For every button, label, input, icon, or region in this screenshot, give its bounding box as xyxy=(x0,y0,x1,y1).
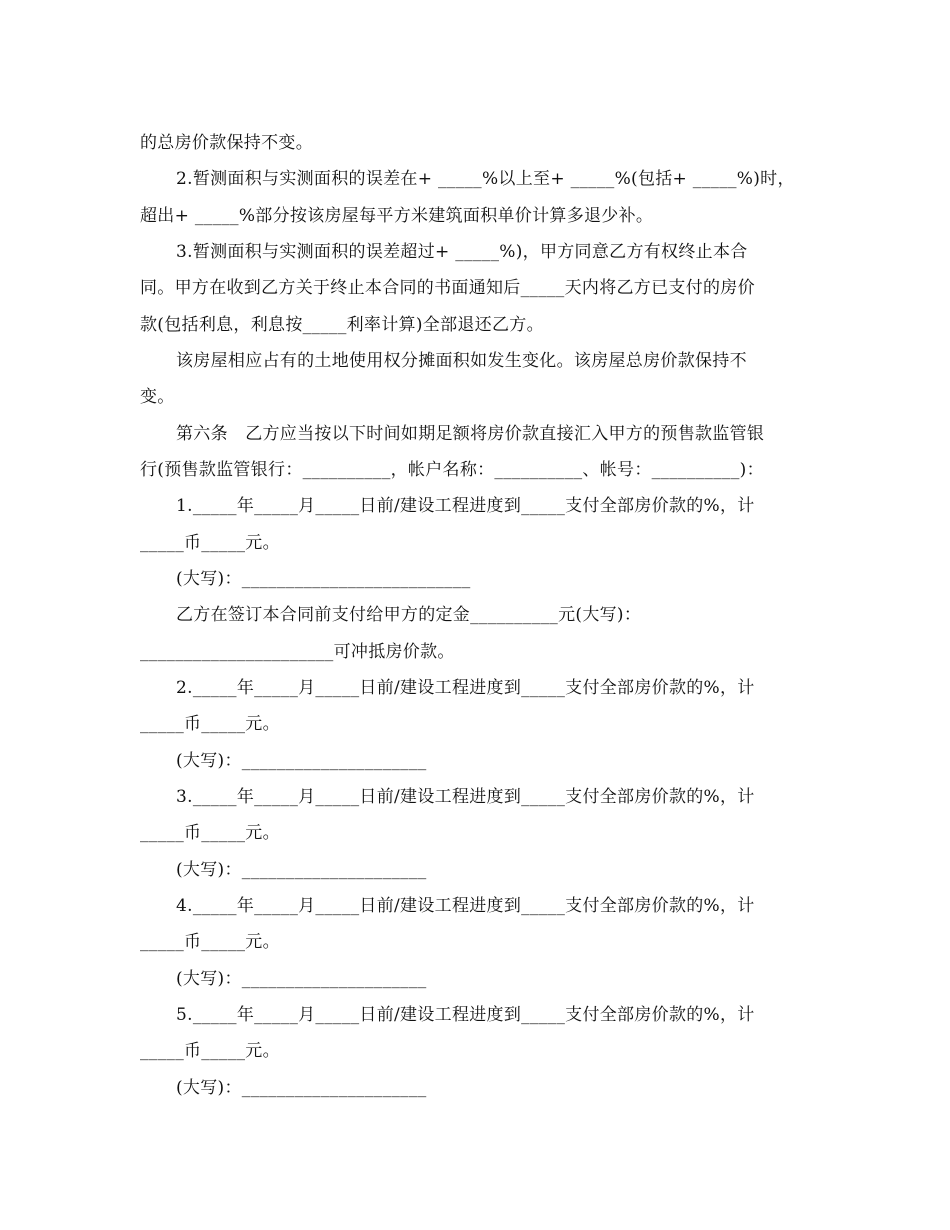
text-line: _____币_____元。 xyxy=(140,932,280,952)
text-line: (大写)：_____________________ xyxy=(176,969,427,989)
text-line: 超出+ _____%部分按该房屋每平方米建筑面积单价计算多退少补。 xyxy=(140,206,654,226)
text-line: 2.暂测面积与实测面积的误差在+ _____%以上至+ _____%(包括+ _____%)时， xyxy=(176,169,795,189)
text-line: 4._____年_____月_____日前/建设工程进度到_____支付全部房价款的%，计 xyxy=(176,896,755,916)
text-line: (大写)：_____________________ xyxy=(176,1078,427,1098)
text-line: 变。 xyxy=(140,387,175,407)
text-line: 乙方在签订本合同前支付给甲方的定金__________元(大写)： xyxy=(176,605,642,625)
text-line: 款(包括利息，利息按_____利率计算)全部退还乙方。 xyxy=(140,315,544,335)
text-line: 第六条 乙方应当按以下时间如期足额将房价款直接汇入甲方的预售款监管银 xyxy=(176,424,765,444)
text-line: _____币_____元。 xyxy=(140,1041,280,1061)
text-line: _____币_____元。 xyxy=(140,714,280,734)
text-line: 1._____年_____月_____日前/建设工程进度到_____支付全部房价款的%，计 xyxy=(176,496,755,516)
text-line: _____币_____元。 xyxy=(140,533,280,553)
text-line: (大写)：_____________________ xyxy=(176,860,427,880)
text-line: 3.暂测面积与实测面积的误差超过+ _____%)，甲方同意乙方有权终止本合 xyxy=(176,242,748,262)
text-line: (大写)：__________________________ xyxy=(176,569,471,589)
text-line: (大写)：_____________________ xyxy=(176,751,427,771)
text-line: _____币_____元。 xyxy=(140,823,280,843)
text-line: ______________________可冲抵房价款。 xyxy=(140,642,455,662)
text-line: 3._____年_____月_____日前/建设工程进度到_____支付全部房价款的%，计 xyxy=(176,787,755,807)
text-line: 5._____年_____月_____日前/建设工程进度到_____支付全部房价款的%，计 xyxy=(176,1005,755,1025)
text-line: 行(预售款监管银行：__________，帐户名称：__________、帐号：__________)： xyxy=(140,460,764,480)
text-line: 2._____年_____月_____日前/建设工程进度到_____支付全部房价款的%，计 xyxy=(176,678,755,698)
text-line: 同。甲方在收到乙方关于终止本合同的书面通知后_____天内将乙方已支付的房价 xyxy=(140,278,755,298)
text-line: 的总房价款保持不变。 xyxy=(140,133,313,153)
text-line: 该房屋相应占有的土地使用权分摊面积如发生变化。该房屋总房价款保持不 xyxy=(176,351,747,371)
